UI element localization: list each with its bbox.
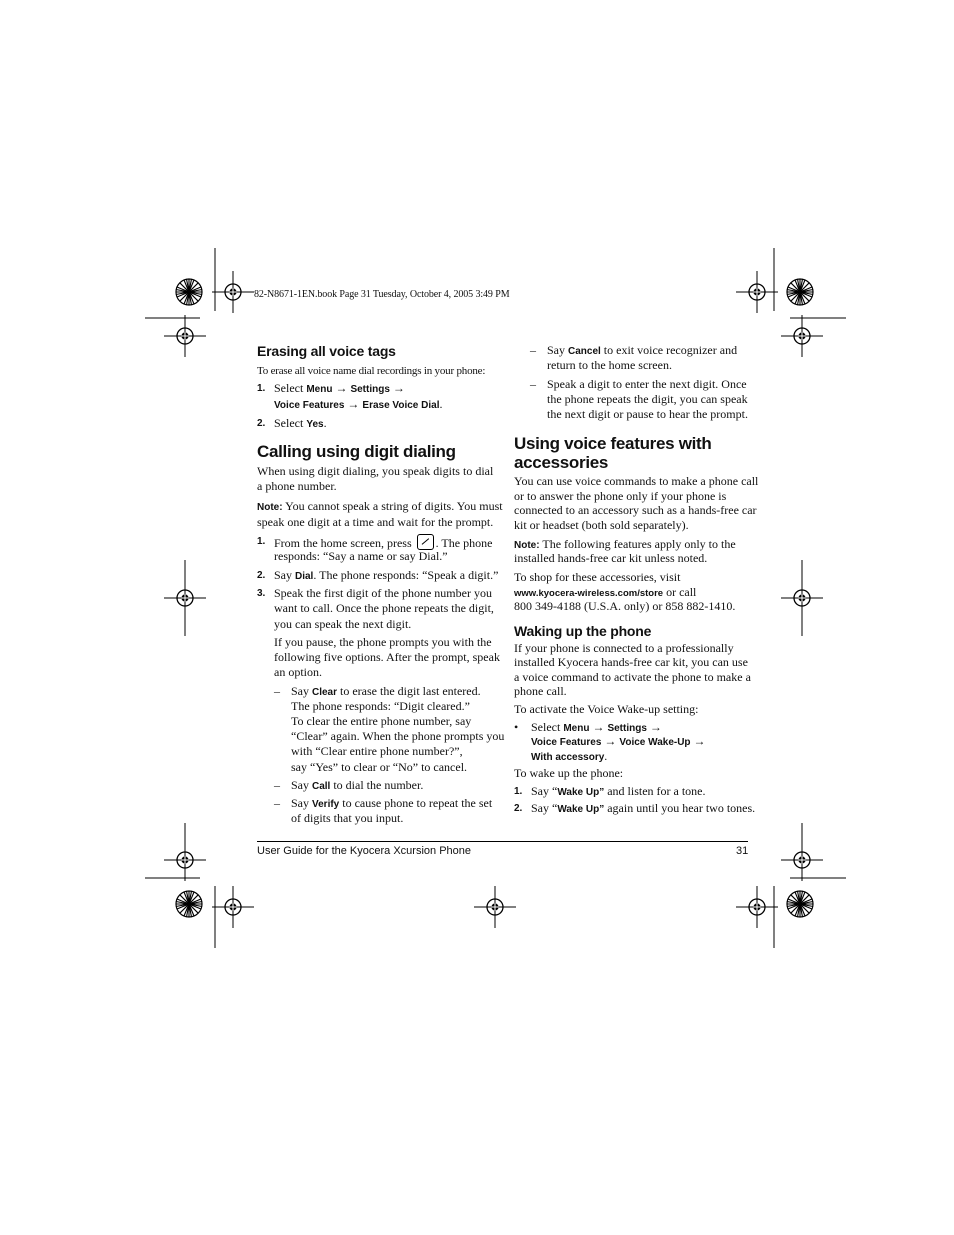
option-call: Say Call to dial the number. [291,778,424,792]
digit-step-3-l1: Speak the first digit of the phone number you [274,586,492,600]
wake-step-1: Say “Wake Up” and listen for a tone. [531,784,706,798]
option-cancel-l1: Say Cancel to exit voice recognizer and [547,343,738,357]
wake-to: To wake up the phone: [514,766,624,780]
erase-step-1-path: Voice Features → Erase Voice Dial. [274,397,443,411]
option-clear-l2: The phone responds: “Digit cleared.” [291,699,470,713]
shop-l2: www.kyocera-wireless.com/store or call [514,585,697,599]
wake-p-l1: If your phone is connected to a professionally [514,641,734,655]
step-number: 2. [514,803,523,814]
step-number: 2. [257,570,266,581]
option-verify-l1: Say Verify to cause phone to repeat the set [291,796,493,810]
section-title-wake: Waking up the phone [514,623,652,639]
acc-p1-l3: connected to an accessory such as a hands-free car [514,503,757,517]
section-title-erase: Erasing all voice tags [257,343,396,359]
store-link[interactable]: www.kyocera-wireless.com/store [514,588,664,599]
option-clear-l4: “Clear” again. When the phone prompts you [291,729,505,743]
wake-bullet-l1: Select Menu → Settings → [531,720,662,734]
option-clear-l6: say “Yes” to clear or “No” to cancel. [291,760,468,774]
digit-note-l1: Note: You cannot speak a string of digits. You must [257,499,503,513]
dash: – [530,377,536,391]
digit-step-1-l1: From the home screen, press . The phone [274,536,493,550]
step-number: 1. [514,786,523,797]
dash: – [274,684,280,698]
acc-p1-l1: You can use voice commands to make a phone call [514,474,759,488]
wake-activate: To activate the Voice Wake-up setting: [514,702,699,716]
section-title-digit: Calling using digit dialing [257,442,456,461]
option-clear-l1: Say Clear to erase the digit last entered. [291,684,481,698]
wake-p-l4: phone call. [514,684,567,698]
section-title-accessories-l2: accessories [514,453,609,472]
dash: – [274,796,280,810]
shop-l1: To shop for these accessories, visit [514,570,681,584]
acc-p1-l2: or to answer the phone only if your phone is [514,489,727,503]
footer-rule [257,841,748,842]
arrow-icon: → [604,734,617,748]
option-clear-l5: with “Clear entire phone number?”, [291,744,463,758]
wake-step-2: Say “Wake Up” again until you hear two tones. [531,801,756,815]
wake-p-l2: installed Kyocera hands-free car kit, you can use [514,655,748,669]
footer-title: User Guide for the Kyocera Xcursion Phone [257,845,472,857]
erase-step-2: Select Yes. [274,416,327,430]
pause-l3: an option. [274,665,322,679]
acc-p1-l4: kit or headset (both sold separately). [514,518,689,532]
wake-bullet-l3: With accessory. [531,749,608,763]
bullet: • [514,720,519,734]
step-number: 1. [257,536,266,547]
erase-intro: To erase all voice name dial recordings in your phone: [257,365,486,377]
option-digit-l2: the phone repeats the digit, you can speak [547,392,748,406]
digit-step-1-l2: responds: “Say a name or say Dial.” [274,549,448,563]
shop-l3: 800 349-4188 (U.S.A. only) or 858 882-1410. [514,599,736,613]
digit-intro-l2: a phone number. [257,479,337,493]
acc-note-l1: Note: The following features apply only to the [514,537,736,551]
arrow-icon: → [335,381,348,395]
arrow-icon: → [347,397,360,411]
digit-step-3-l3: you can speak the next digit. [274,617,412,631]
step-number: 2. [257,418,266,429]
option-digit-l1: Speak a digit to enter the next digit. Once [547,377,747,391]
digit-step-2: Say Dial. The phone responds: “Speak a digit.” [274,568,499,582]
pause-l2: following five options. After the prompt, speak [274,650,500,664]
arrow-icon: → [693,734,706,748]
wake-bullet-l2: Voice Features → Voice Wake-Up → [531,734,706,748]
option-cancel-l2: return to the home screen. [547,358,672,372]
digit-step-3-l2: want to call. Once the phone repeats the digit, [274,601,494,615]
arrow-icon: → [392,381,405,395]
wake-p-l3: a voice command to activate the phone to make a [514,670,751,684]
arrow-icon: → [592,720,605,734]
option-digit-l3: the next digit or pause to hear the prompt. [547,407,748,421]
acc-note-l2: installed hands-free car kit unless noted. [514,551,708,565]
step-number: 1. [257,383,266,394]
dash: – [530,343,536,357]
option-clear-l3: To clear the entire phone number, say [291,714,472,728]
dash: – [274,778,280,792]
print-stamp: 82-N8671-1EN.book Page 31 Tuesday, October 4, 2005 3:49 PM [254,289,510,300]
pause-l1: If you pause, the phone prompts you with the [274,635,492,649]
digit-intro-l1: When using digit dialing, you speak digits to dial [257,464,494,478]
talk-key-icon [417,534,434,550]
option-verify-l2: of digits that you input. [291,811,404,825]
step-number: 3. [257,588,266,599]
page-number: 31 [736,845,749,857]
erase-step-1: Select Menu → Settings → [274,381,405,395]
digit-note-l2: speak one digit at a time and wait for the prompt. [257,515,494,529]
section-title-accessories-l1: Using voice features with [514,434,712,453]
arrow-icon: → [649,720,662,734]
